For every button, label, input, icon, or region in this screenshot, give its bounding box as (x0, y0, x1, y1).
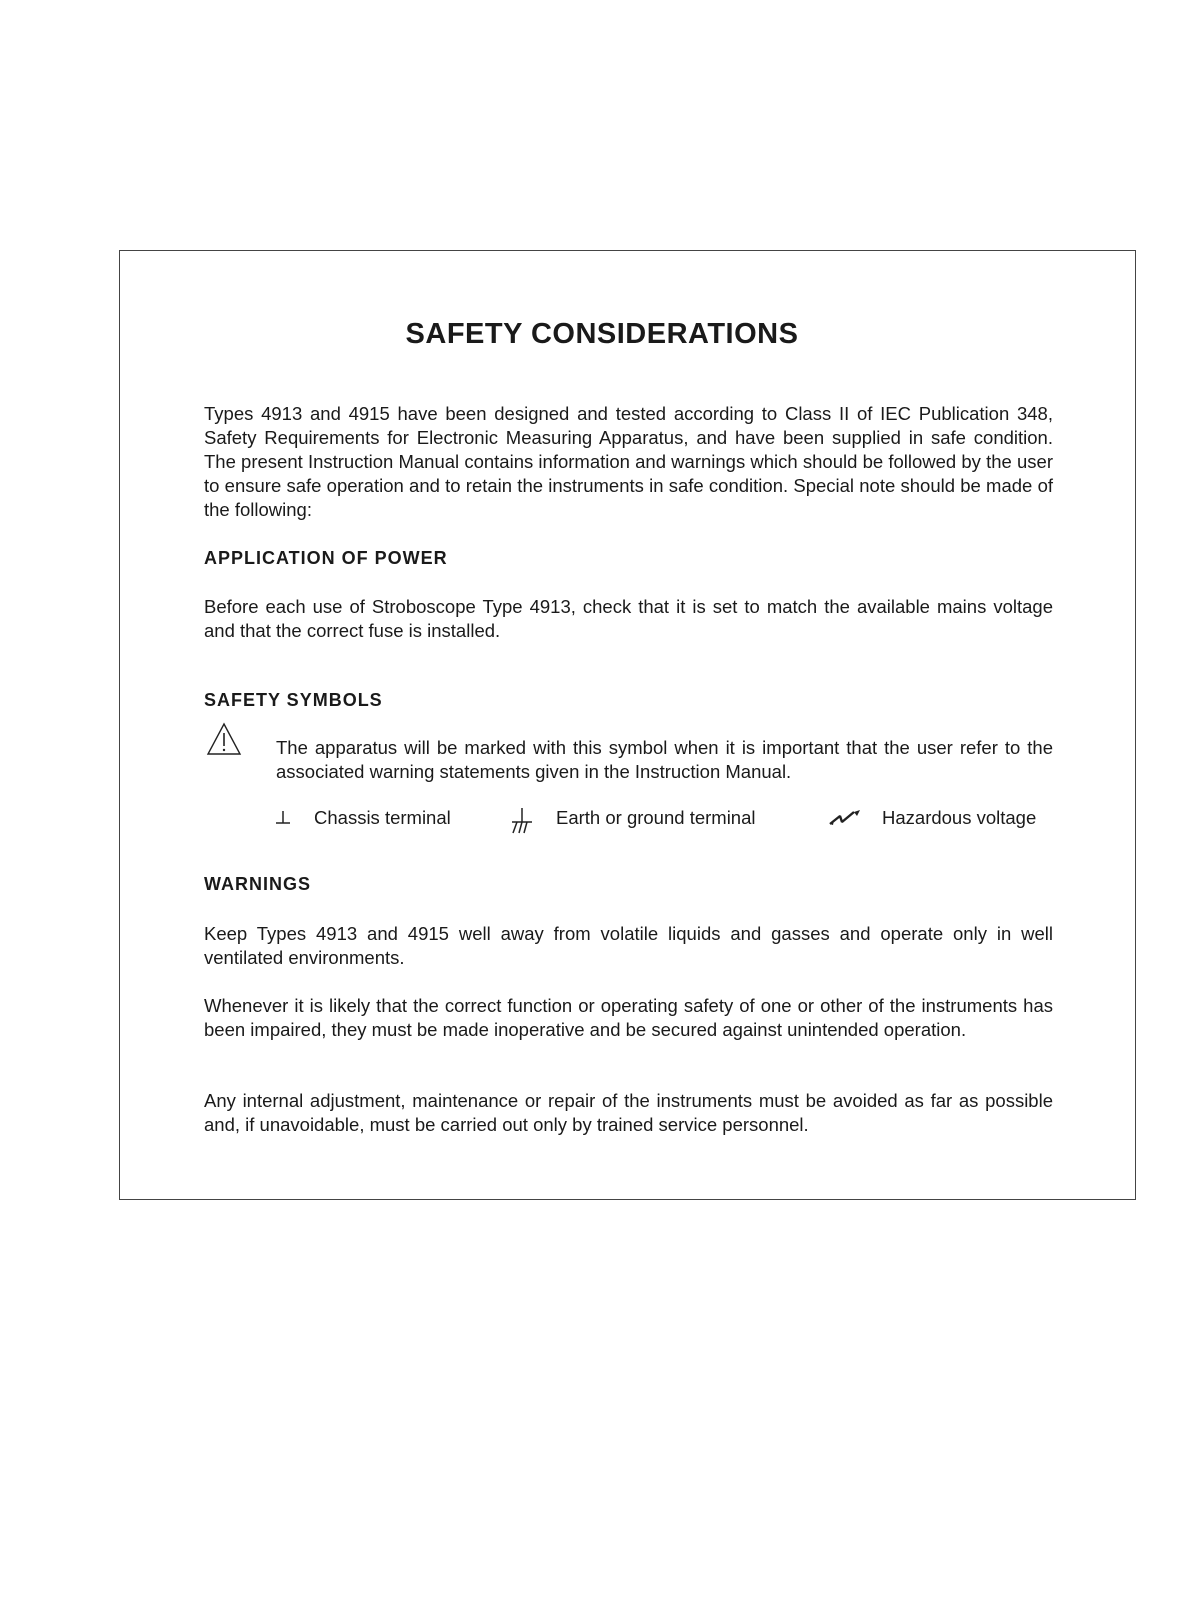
warnings-heading: WARNINGS (204, 874, 311, 894)
hazardous-voltage-icon (828, 808, 862, 828)
safety-symbols-heading: SAFETY SYMBOLS (204, 690, 383, 710)
warning-triangle-icon (206, 722, 242, 756)
warning-paragraph-2: Whenever it is likely that the correct function or operating safety of one or other of the instruments has been impaired, they must be made inoperative and be secured against unintended operation. (204, 995, 1053, 1040)
safety-box (119, 250, 1136, 1200)
earth-ground-label: Earth or ground terminal (556, 807, 756, 828)
warning-paragraph-3: Any internal adjustment, maintenance or repair of the instruments must be avoided as far as possible and, if unavoidable, must be carried out only by trained service personnel. (204, 1090, 1053, 1135)
application-heading: APPLICATION OF POWER (204, 548, 448, 568)
application-paragraph: Before each use of Stroboscope Type 4913, check that it is set to match the available mains voltage and that the correct fuse is installed. (204, 596, 1053, 641)
chassis-terminal-icon (274, 809, 292, 827)
earth-ground-icon (509, 806, 535, 836)
chassis-terminal-label: Chassis terminal (314, 807, 451, 828)
warning-paragraph-1: Keep Types 4913 and 4915 well away from volatile liquids and gasses and operate only in well ventilated environments. (204, 923, 1053, 968)
hazardous-voltage-label: Hazardous voltage (882, 807, 1037, 828)
warning-symbol-description: The apparatus will be marked with this symbol when it is important that the user refer to the associated warning statements given in the Instruction Manual. (276, 737, 1053, 782)
symbol-legend-row (0, 806, 1204, 840)
page-title: SAFETY CONSIDERATIONS (405, 318, 799, 350)
intro-paragraph: Types 4913 and 4915 have been designed and tested according to Class II of IEC Publication 348, Safety Requirements for Electronic Measuring Apparatus, and have been supplied in safe condition. The present Instruction Manual contains information and warnings which should be followed by the user to ensure safe operation and to retain the instruments in safe condition. Special note should be made of the following: (204, 403, 1053, 520)
